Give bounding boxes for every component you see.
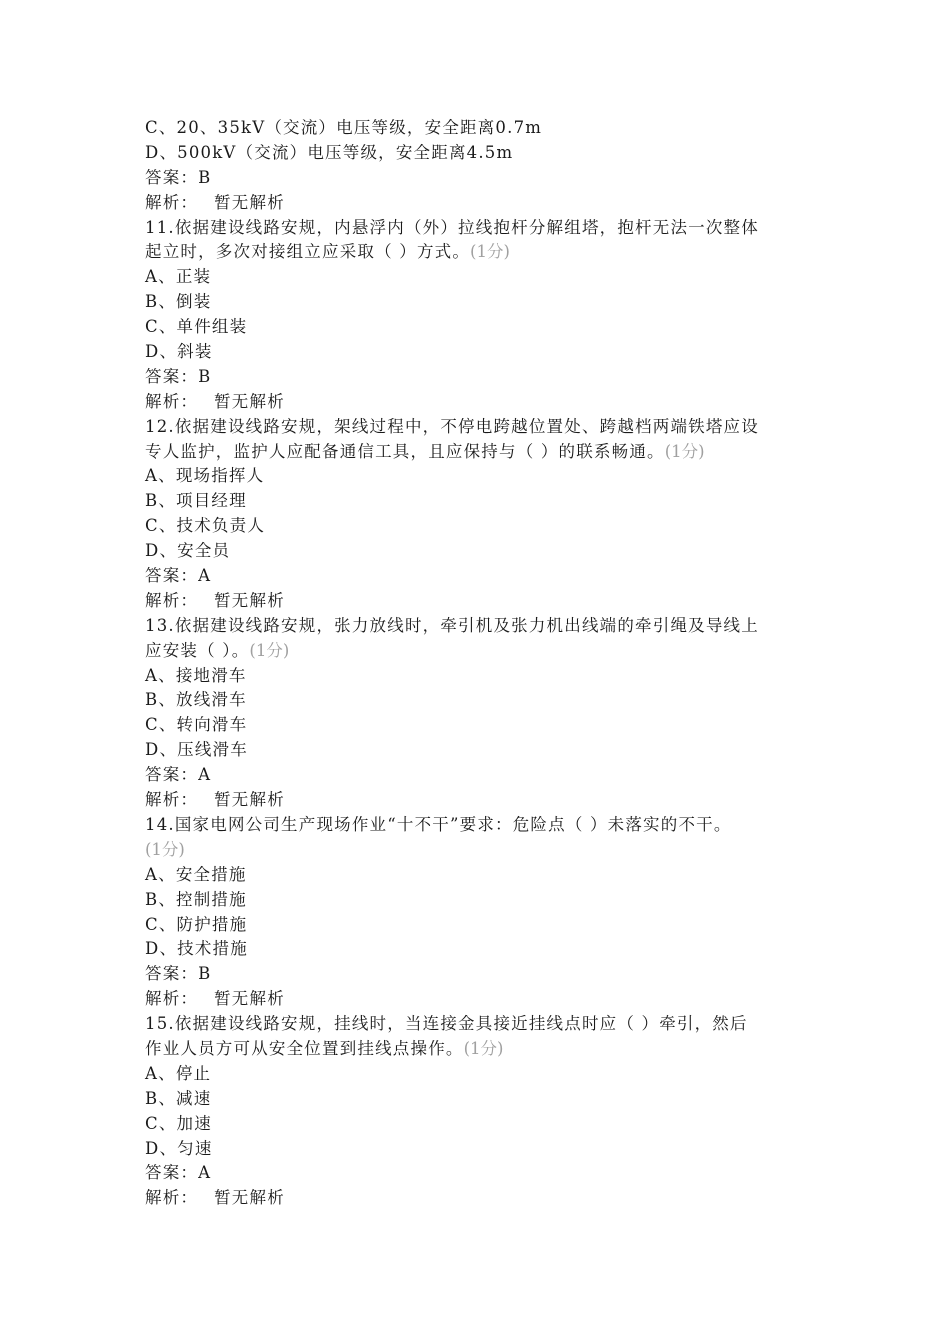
question-stem-line-1: 11.依据建设线路安规，内悬浮内（外）拉线抱杆分解组塔，抱杆无法一次整体 xyxy=(145,217,759,237)
question-stem-line-2: 应安装（ ）。(1分) xyxy=(145,640,290,660)
option-b: B、项目经理 xyxy=(145,491,247,511)
question-stem-line-2: 起立时，多次对接组立应采取（ ）方式。(1分) xyxy=(145,242,510,262)
option-d: D、压线滑车 xyxy=(145,740,248,760)
question-11 xyxy=(145,216,815,415)
option-a: A、正装 xyxy=(145,267,212,287)
answer-line: 答案：A xyxy=(145,566,212,586)
analysis-line: 解析： 暂无解析 xyxy=(145,790,285,810)
option-b: B、放线滑车 xyxy=(145,690,247,710)
score-label: (1分) xyxy=(664,441,705,461)
analysis-line: 解析： 暂无解析 xyxy=(145,590,285,610)
option-b: B、控制措施 xyxy=(145,889,247,909)
question-15 xyxy=(145,1012,815,1211)
option-d: D、安全员 xyxy=(145,541,231,561)
answer-line: 答案：A xyxy=(145,1163,212,1183)
question-stem-line-1: 12.依据建设线路安规，架线过程中，不停电跨越位置处、跨越档两端铁塔应设 xyxy=(145,416,759,436)
question-12 xyxy=(145,415,815,614)
option-c: C、防护措施 xyxy=(145,914,248,934)
option-c: C、加速 xyxy=(145,1113,212,1133)
answer-line: 答案：A xyxy=(145,765,212,785)
answer-line: 答案：B xyxy=(145,366,212,386)
question-stem-line-1: 13.依据建设线路安规，张力放线时，牵引机及张力机出线端的牵引绳及导线上 xyxy=(145,615,759,635)
document-page xyxy=(145,116,815,1211)
analysis-line: 解析： 暂无解析 xyxy=(145,391,285,411)
question-stem-line-1: 14.国家电网公司生产现场作业“十不干”要求：危险点（ ）未落实的不干。 xyxy=(145,814,732,834)
answer-line: 答案：B xyxy=(145,167,212,187)
question-10-tail xyxy=(145,116,815,216)
question-13 xyxy=(145,614,815,813)
option-a: A、安全措施 xyxy=(145,864,247,884)
option-d: D、技术措施 xyxy=(145,939,248,959)
option-c: C、转向滑车 xyxy=(145,715,248,735)
option-b: B、减速 xyxy=(145,1088,212,1108)
analysis-line: 解析： 暂无解析 xyxy=(145,192,285,212)
question-stem-line-2: 专人监护，监护人应配备通信工具，且应保持与（ ）的联系畅通。(1分) xyxy=(145,441,705,461)
option-a: A、停止 xyxy=(145,1063,212,1083)
option-c: C、技术负责人 xyxy=(145,516,266,536)
option-b: B、倒装 xyxy=(145,292,212,312)
score-label: (1分) xyxy=(463,1038,504,1058)
score-label: (1分) xyxy=(470,242,510,262)
question-stem-line-2 xyxy=(145,838,815,863)
option-a: A、接地滑车 xyxy=(145,665,247,685)
score-label: (1分) xyxy=(249,640,290,660)
analysis-line: 解析： 暂无解析 xyxy=(145,1188,285,1208)
analysis-line: 解析： 暂无解析 xyxy=(145,989,285,1009)
option-d: D、斜装 xyxy=(145,342,213,362)
score-label: (1分) xyxy=(145,839,185,859)
question-stem-line-1: 15.依据建设线路安规，挂线时，当连接金具接近挂线点时应（ ）牵引，然后 xyxy=(145,1014,748,1034)
question-14 xyxy=(145,813,815,1012)
option-a: A、现场指挥人 xyxy=(145,466,265,486)
option-c: C、单件组装 xyxy=(145,317,248,337)
question-stem-line-2: 作业人员方可从安全位置到挂线点操作。(1分) xyxy=(145,1038,504,1058)
option-d: D、匀速 xyxy=(145,1138,213,1158)
option-c: C、20、35kV（交流）电压等级，安全距离0.7m xyxy=(145,118,543,137)
option-d: D、500kV（交流）电压等级，安全距离4.5m xyxy=(145,142,514,162)
answer-line: 答案：B xyxy=(145,964,212,984)
